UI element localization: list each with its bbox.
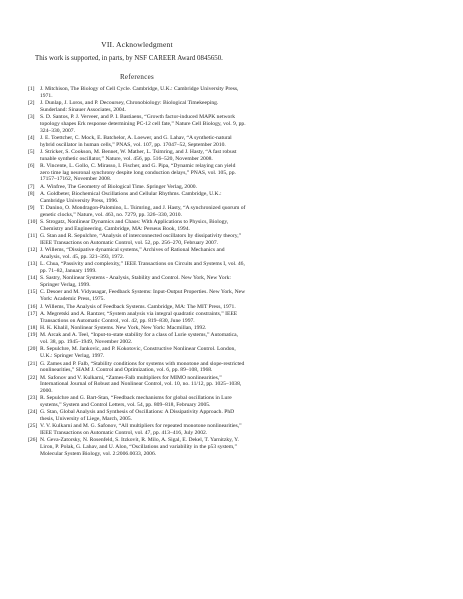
reference-item [28, 325, 246, 332]
page-column [28, 40, 246, 458]
reference-text: T. Danino, O. Mondragon-Palomino, L. Tsimring, and J. Hasty, “A synchronized quorum of genetic clocks,” Nature, vol. 463, no. 7279, pp. 326–330, 2010. [40, 205, 246, 218]
reference-item [28, 289, 246, 302]
reference-number: [24] [28, 409, 38, 416]
reference-number: [22] [28, 374, 38, 381]
reference-item [28, 261, 246, 274]
reference-text: J. Stricker, S. Cookson, M. Bennet, W. Mather, L. Tsimring, and J. Hasty, “A fast robust tunable synthetic oscillator,” Nature, vol. 456, pp. 516–520, November 2008. [40, 149, 237, 162]
reference-item [28, 304, 246, 311]
reference-text: G. Stan and R. Sepulchre, “Analysis of interconnected oscillators by dissipativity theory,” IEEE Transactions on Automatic Control, vol. 52, pp. 256–270, February 2007. [40, 233, 242, 246]
reference-number: [25] [28, 423, 38, 430]
reference-item [28, 375, 246, 395]
reference-item [28, 247, 246, 260]
reference-number: [6] [28, 163, 35, 170]
reference-number: [17] [28, 310, 38, 317]
reference-item [28, 191, 246, 204]
reference-text: G. Zames and P. Falb, “Stability conditions for systems with monotone and slope-restricted nonlinearities,” SIAM J. Control and Optimization, vol. 6, pp. 89–108, 1968. [40, 360, 245, 374]
reference-text: G. Stan, Global Analysis and Synthesis of Oscillations: A Dissipativity Approach. PhD thesis, University of Liege, March, 2005. [40, 409, 235, 422]
reference-item [28, 184, 246, 191]
reference-text: H. K. Khalil, Nonlinear Systems. New York, New York: Macmillan, 1992. [40, 325, 207, 331]
reference-item [28, 163, 246, 183]
reference-item [28, 233, 246, 246]
reference-item [28, 423, 246, 436]
acknowledgment-heading: VII. Acknowledgment [101, 40, 173, 49]
reference-item [28, 86, 246, 99]
reference-item [28, 114, 246, 134]
reference-list [28, 86, 246, 457]
reference-text: A. Megretski and A. Rantzer, “System analysis via integral quadratic constraints,” IEEE Transactions on Automatic Control, vol. 42, pp. 819–830, June 1997. [40, 310, 238, 324]
reference-text: S. D. Santos, P. J. Verveer, and P. I. Bastiaens, “Growth factor-induced MAPK network topology shapes Erk response determining PC-12 cell fate,” Nature Cell Biology, vol. 9, pp. 324–330, 2007. [40, 114, 246, 134]
reference-text: J. E. Toettcher, C. Mock, E. Batchelor, A. Loewer, and G. Lahav, “A synthetic-natural hybrid oscillator in human cells,” PNAS, vol. 107, pp. 17047–52, September 2010. [40, 134, 232, 148]
reference-item [28, 100, 246, 113]
reference-text: S. Strogatz, Nonlinear Dynamics and Chaos: With Applications to Physics, Biology, Chemistry and Engineering. Cambridge, MA: Perseus Book, 1994. [40, 219, 229, 232]
references-heading: References [119, 73, 155, 82]
reference-number: [14] [28, 275, 38, 282]
reference-number: [23] [28, 395, 38, 402]
reference-text: J. Willems, The Analysis of Feedback Systems. Cambridge, MA: The MIT Press, 1971. [40, 303, 236, 310]
reference-number: [9] [28, 205, 35, 212]
reference-number: [4] [28, 134, 35, 141]
reference-item [28, 311, 246, 324]
reference-item [28, 332, 246, 345]
reference-text: A. Winfree, The Geometry of Biological Time. Springer Verlag, 2000. [40, 183, 197, 190]
reference-number: [20] [28, 346, 38, 353]
reference-text: J. Willems, “Dissipative dynamical systems,” Archives of Rational Mechanics and Analysis, vol. 45, pp. 321–393, 1972. [40, 247, 225, 260]
reference-number: [8] [28, 191, 35, 198]
reference-item [28, 395, 246, 408]
reference-text: N. Geva-Zatorsky, N. Rosenfeld, S. Itzkovit, R. Milo, A. Sigal, E. Dekel, T. Yarnitzky, Y. Liron, P. Polak, G. Lahav, and U. Alon, “Oscillations and variability in the p53 system,” Molecular System Biology, vol. 2:2006.0033, 2006. [40, 437, 239, 457]
reference-text: L. Chua, “Passivity and complexity,” IEEE Transactions on Circuits and Systems I, vol. 46, pp. 71–82, January 1999. [40, 261, 245, 275]
reference-text: R. Sepulchre, M. Jankovic, and P. Kokotovic, Constructive Nonlinear Control. London, U.K.: Springer Verlag, 1997. [40, 346, 236, 360]
reference-number: [12] [28, 247, 38, 254]
reference-number: [1] [28, 86, 35, 93]
reference-number: [21] [28, 360, 38, 367]
reference-text: S. Sastry, Nonlinear Systems - Analysis, Stability and Control. New York, New York: Springer Verlag, 1999. [40, 275, 231, 289]
reference-item [28, 149, 246, 162]
reference-number: [15] [28, 289, 38, 296]
reference-number: [16] [28, 303, 38, 310]
reference-number: [5] [28, 149, 35, 156]
reference-number: [19] [28, 332, 38, 339]
reference-item [28, 275, 246, 288]
reference-text: V. V. Kulkarni and M. G. Safonov, “All multipliers for repeated monotone nonlinearities,” IEEE Transactions on Automatic Control, vol. 47, pp. 413–416, July 2002. [40, 423, 242, 436]
reference-item [28, 219, 246, 232]
reference-number: [26] [28, 437, 38, 444]
reference-number: [11] [28, 233, 38, 240]
reference-text: A. Goldbeter, Biochemical Oscillations and Cellular Rhythms. Cambridge, U.K.: Cambridge University Press, 1996. [40, 191, 222, 204]
reference-number: [7] [28, 183, 35, 190]
reference-text: R. Vincente, L. Gollo, C. Mirasso, I. Fischer, and G. Pipa, “Dynamic relaying can yield zero time lag neuronal synchrony despite long conduction delays,” PNAS, vol. 105, pp. 17157–17162, November 2008. [40, 163, 236, 183]
reference-item [28, 361, 246, 374]
acknowledgment-text: This work is supported, in parts, by NSF CAREER Award 0845650. [35, 55, 223, 62]
reference-item [28, 409, 246, 422]
reference-text: R. Sepulchre and G. Bart-Stan, “Feedback mechanisms for global oscillations in Lure systems,” System and Control Letters, vol. 54, pp. 809–818, February 2005. [40, 395, 232, 408]
reference-text: J. Mitchison, The Biology of Cell Cycle. Cambridge, U.K.: Cambridge University Press, 1971. [40, 86, 239, 99]
reference-number: [13] [28, 261, 38, 268]
reference-item [28, 205, 246, 218]
reference-item [28, 346, 246, 359]
reference-text: M. Arcak and A. Teel, “Input-to-state stability for a class of Lurie systems,” Automatica, vol. 38, pp. 1945–1949, November 2002. [40, 332, 239, 346]
reference-number: [3] [28, 114, 35, 121]
reference-item [28, 135, 246, 148]
reference-number: [10] [28, 219, 38, 226]
reference-item [28, 437, 246, 457]
reference-number: [2] [28, 100, 35, 107]
reference-text: C. Desoer and M. Vidyasagar, Feedback Systems: Input-Output Properties. New York, New York: Academic Press, 1975. [40, 289, 246, 303]
reference-number: [18] [28, 325, 38, 331]
reference-text: M. Safonov and V. Kulkarni, “Zames-Falb multipliers for MIMO nonlinearities,” International Journal of Robust and Nonlinear Control, vol. 10, no. 11/12, pp. 1025–1038, 2000. [40, 374, 242, 394]
reference-text: J. Dunlap, J. Loros, and P. Decoursey, Chronobiology: Biological Timekeeping. Sunderland: Sinauer Associates, 2004. [40, 100, 219, 113]
